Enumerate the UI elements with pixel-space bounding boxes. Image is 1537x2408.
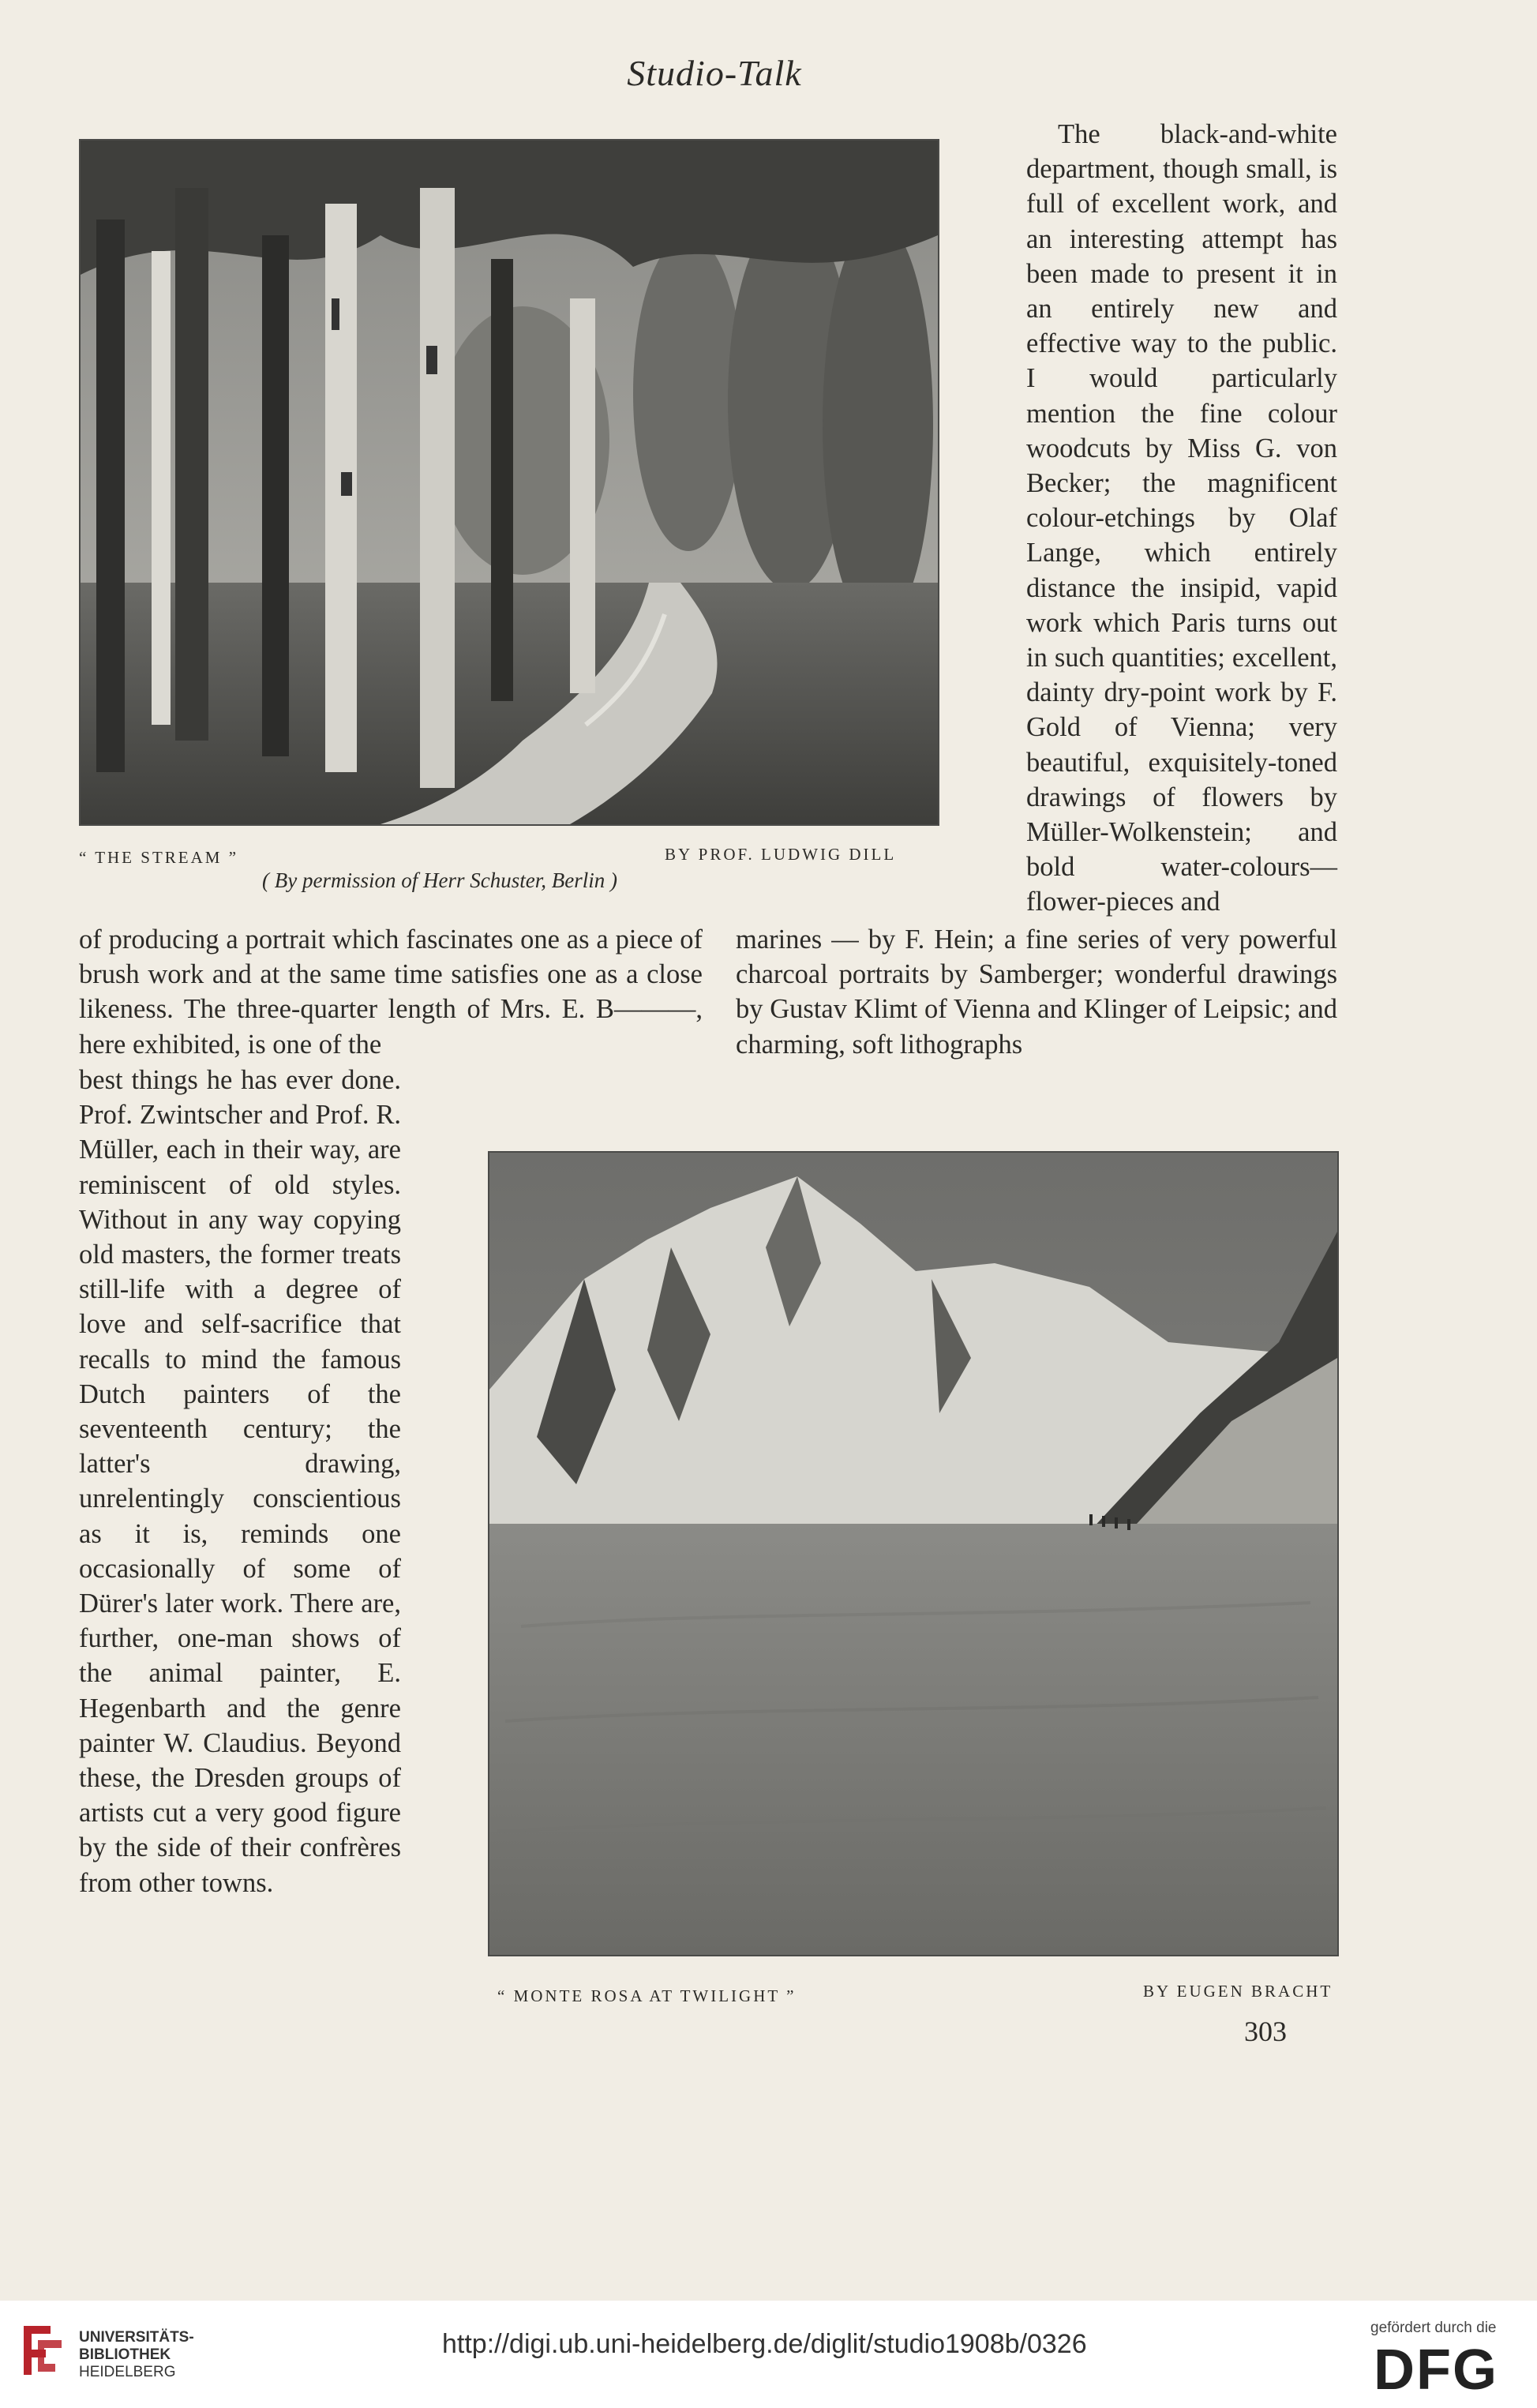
caption-artist-eugen-bracht: BY EUGEN BRACHT [1143,1982,1333,2001]
library-name-line3: HEIDELBERG [79,2364,176,2380]
paragraph-black-and-white: The black-and-white department, though small, is full of excellent work, and an interesting attempt has been made to present it in an entirely new and effective way to the public. I would particularly mention the fine colour woodcuts by Miss G. von Becker; the magnificent colour-etchings by Olaf Lange, which entirely distance the insipid, vapid work which Paris turns out in such quantities; excellent, dainty dry-point work by F. Gold of Vienna; very beautiful, exquisitely-toned drawings of flowers by Müller-Wolkenstein; and bold water-colours—flower-pieces and [1026,119,1337,917]
dfg-logo: DFG [1374,2339,1498,2402]
digitization-footer [0,2301,1537,2408]
caption-permission-credit: ( By permission of Herr Schuster, Berlin ) [262,868,617,892]
figure-monte-rosa [488,1151,1339,1956]
library-logo-icon [17,2318,66,2387]
body-text-narrow-left [79,1063,401,1900]
paragraph-portrait: of producing a portrait which fascinates one as a piece of brush work and at the same time satisfies one as a close likeness. The three-quarter length of Mrs. E. B———, here exhibited, is one of the [79,925,703,1060]
library-name-line1: UNIVERSITÄTS- [79,2329,194,2346]
page-number: 303 [1244,2016,1287,2047]
painting-stream-trees-image [81,141,938,824]
library-name [79,2329,194,2381]
library-name-line2: BIBLIOTHEK [79,2346,171,2363]
paragraph-marines: marines — by F. Hein; a fine series of very powerful charcoal portraits by Samberger; wonderful drawings by Gustav Klimt of Vienna and Klinger of Leipsic; and charming, soft lithographs [736,925,1337,1060]
caption-artist-ludwig-dill: BY PROF. LUDWIG DILL [665,845,897,864]
body-text-right-column [1026,117,1337,920]
caption-title-monte-rosa: “ MONTE ROSA AT TWILIGHT ” [497,1986,797,2005]
figure-the-stream [79,139,939,826]
funding-note: gefördert durch die [1370,2320,1497,2336]
paragraph-best-things: best things he has ever done. Prof. Zwintscher and Prof. R. Müller, each in their way, are reminiscent of old styles. Without in any way copying old masters, the former treats still-life with a degree of love and self-sacrifice that recalls to mind the famous Dutch painters of the seventeenth century; the latter's drawing, unrelentingly conscientious as it is, reminds one occasionally of some of Dürer's later work. There are, further, one-man shows of the animal painter, E. Hegenbarth and the genre painter W. Claudius. Beyond these, the Dresden groups of artists cut a very good figure by the side of their confrères from other towns. [79,1065,401,1898]
body-text-mid-left [79,922,703,1062]
caption-title-the-stream: “ THE STREAM ” [79,848,239,867]
digital-object-link[interactable]: http://digi.ub.uni-heidelberg.de/diglit/studio1908b/0326 [442,2329,1087,2359]
body-text-mid-right [736,922,1337,1062]
running-head: Studio-Talk [627,53,802,93]
painting-monte-rosa-image [489,1153,1337,1955]
